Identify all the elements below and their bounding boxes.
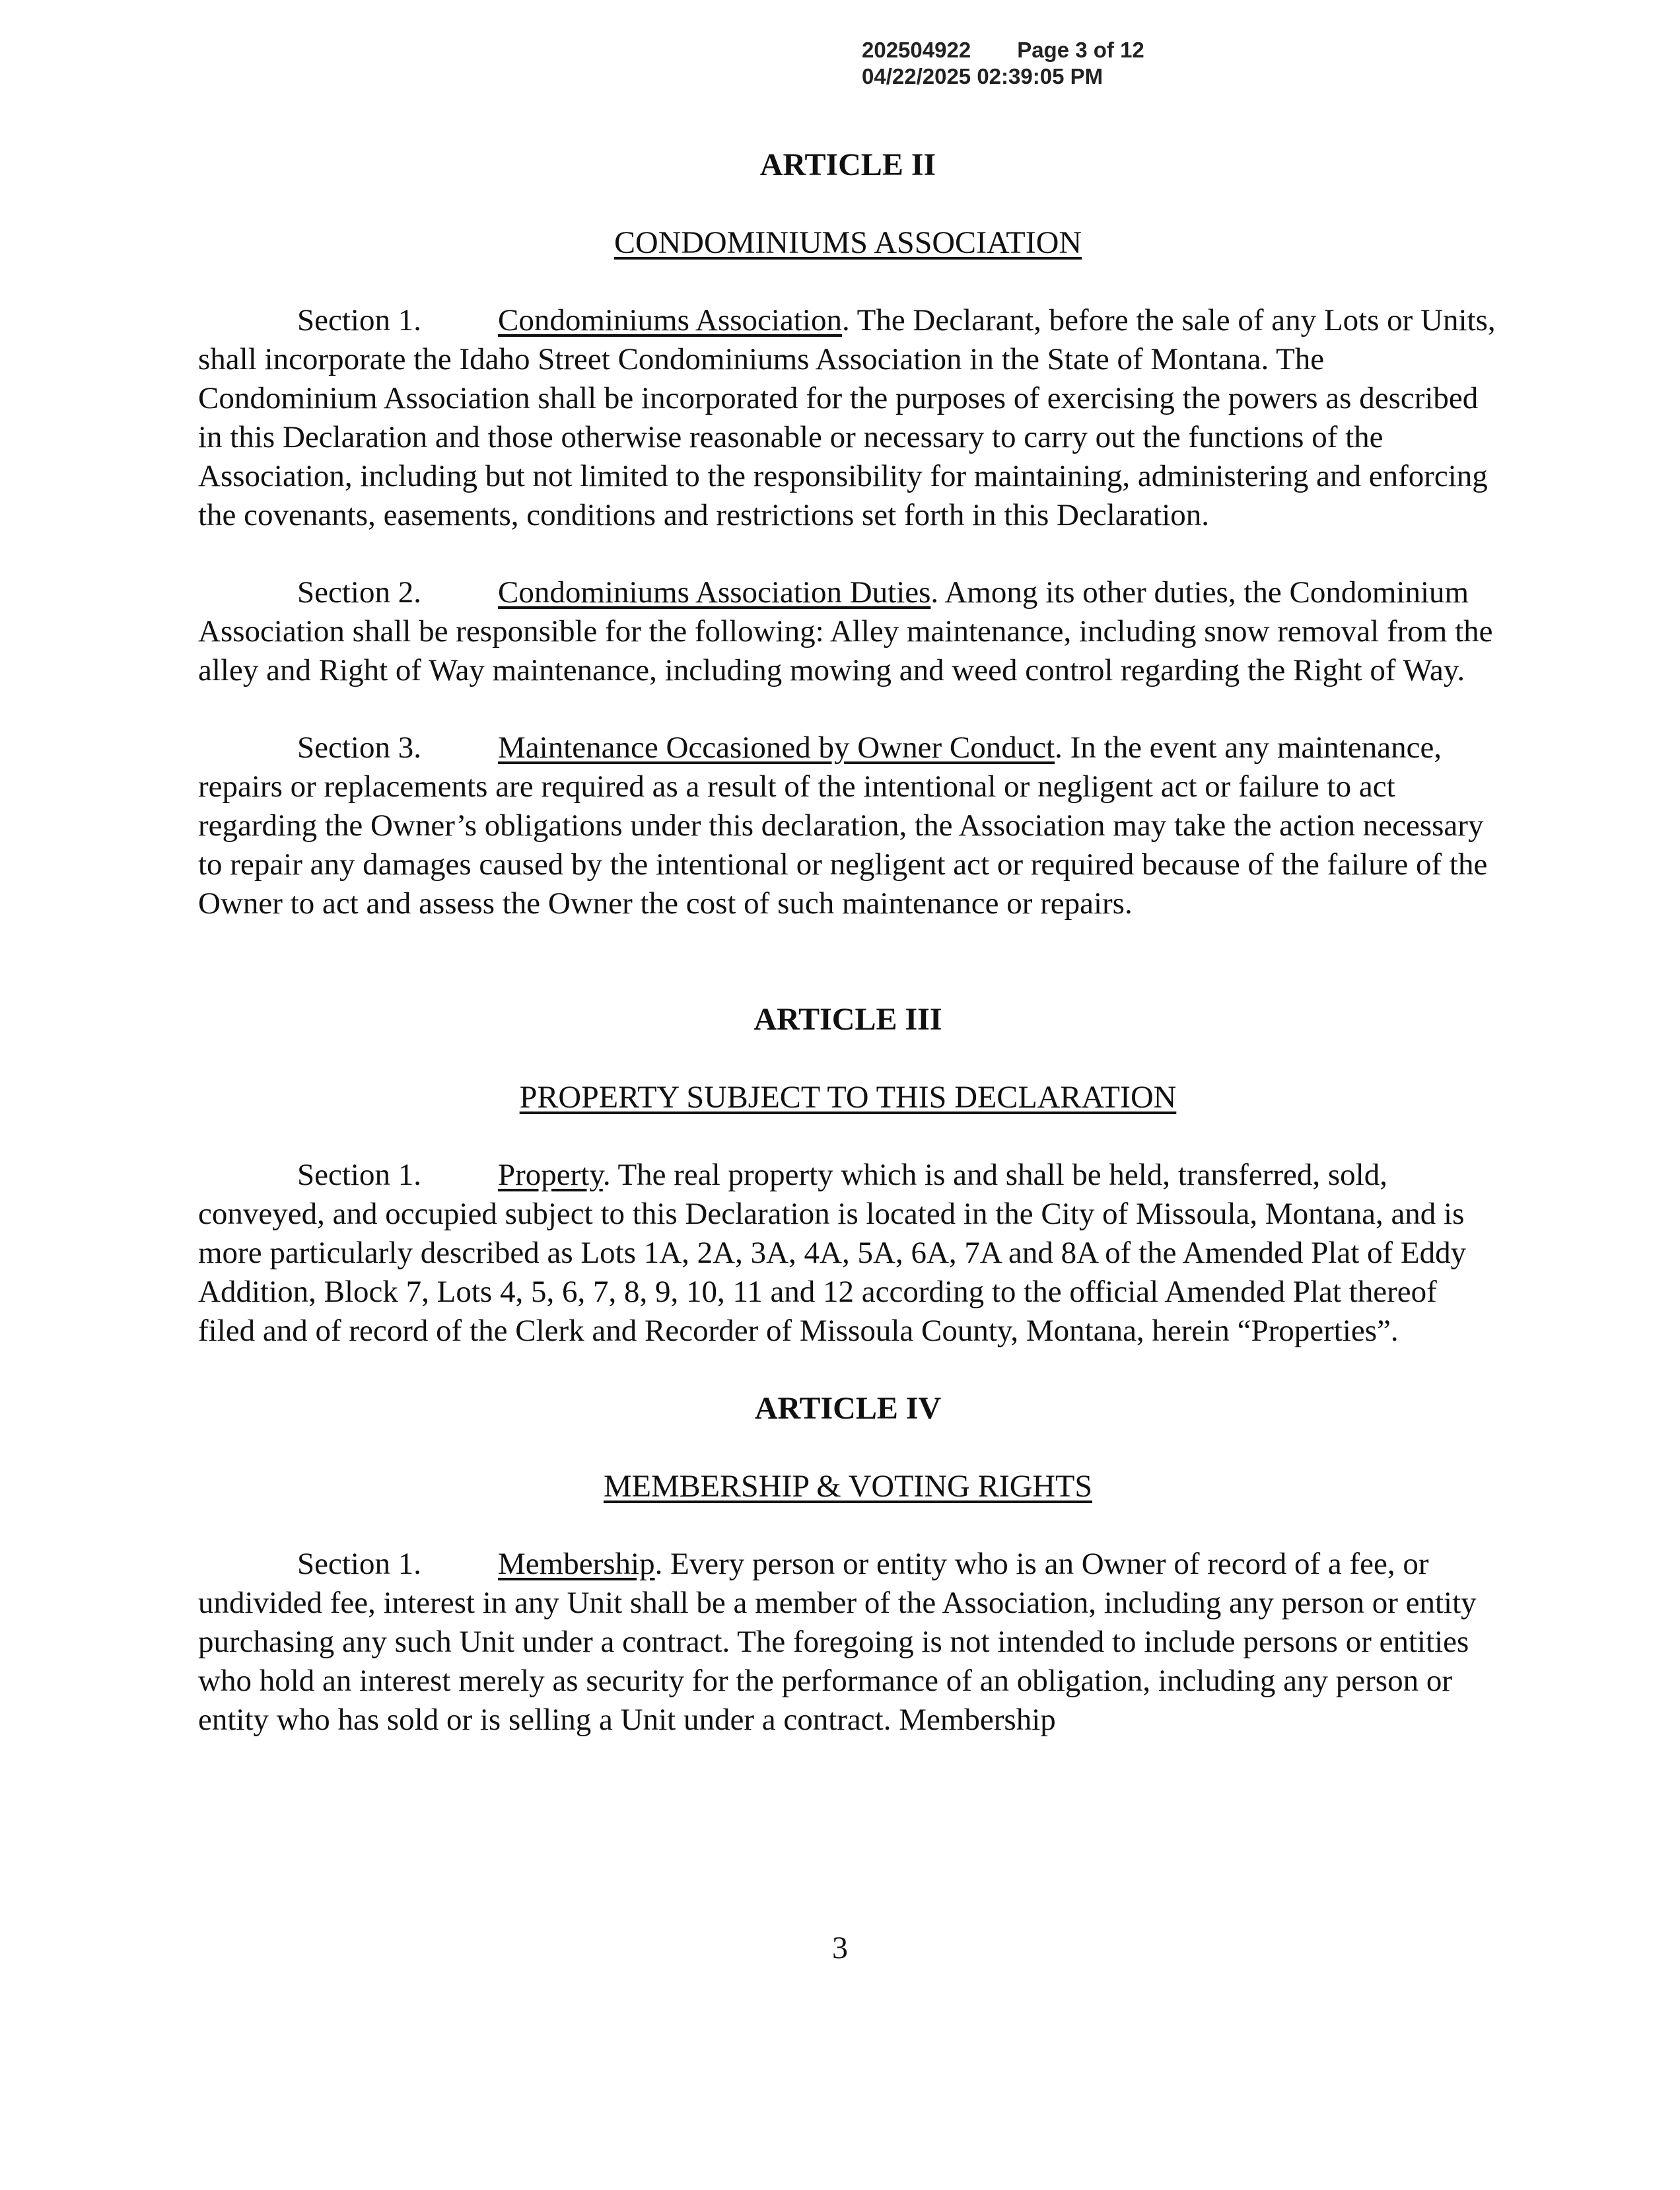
stamp-row-1 xyxy=(862,37,1144,63)
spacer xyxy=(198,923,1498,1000)
article-3 xyxy=(198,1000,1498,1351)
section-number: Section 2. xyxy=(297,575,421,610)
section-paragraph xyxy=(198,1156,1498,1351)
doc-number: 202504922 xyxy=(862,38,971,62)
page-label: Page 3 of 12 xyxy=(1017,38,1144,62)
section-heading: Maintenance Occasioned by Owner Conduct xyxy=(498,730,1055,765)
recording-stamp xyxy=(862,37,1144,90)
section-number: Section 1. xyxy=(297,1547,421,1581)
section-number: Section 1. xyxy=(297,1158,421,1192)
article-title: ARTICLE III xyxy=(753,1002,942,1037)
section-heading: Property xyxy=(498,1158,603,1192)
section-paragraph xyxy=(198,573,1498,690)
section-text: . Every person or entity who is an Owner of record of a fee, or undivided fee, interest in any Unit shall be a member of the Association, including any person or entity purchasing any such Unit under a contract. The foregoing is not intended to include persons or entities who hold an interest merely as security for the performance of an obligation, including any person or entity who has sold or is selling a Unit under a contract. Membership xyxy=(198,1547,1477,1737)
section-number: Section 3. xyxy=(297,730,421,765)
article-title: ARTICLE IV xyxy=(754,1391,942,1426)
section-paragraph xyxy=(198,728,1498,923)
section-number: Section 1. xyxy=(297,303,421,337)
article-subtitle: MEMBERSHIP & VOTING RIGHTS xyxy=(603,1469,1093,1504)
section-heading: Condominiums Association xyxy=(498,303,842,337)
section-paragraph xyxy=(198,301,1498,535)
article-title: ARTICLE II xyxy=(759,147,936,182)
section-heading: Membership xyxy=(498,1547,655,1581)
article-subtitle: CONDOMINIUMS ASSOCIATION xyxy=(613,225,1082,260)
section-text: . In the event any maintenance, repairs or replacements are required as a result of the intentional or negligent act or failure to act regarding the Owner’s obligations under this declaration, the Association may take the action necessary to repair any damages caused by the intentional or negligent act or required because of the failure of the Owner to act and assess the Owner the cost of such maintenance or repairs. xyxy=(198,730,1488,921)
article-4 xyxy=(198,1389,1498,1740)
section-text: . Among its other duties, the Condominium Association shall be responsible for the following: Alley maintenance, including snow removal from the alley and Right of Way maintenance, including mowing and weed control regarding the Right of Way. xyxy=(198,575,1493,688)
section-text: . The Declarant, before the sale of any Lots or Units, shall incorporate the Idaho Street Condominiums Association in the State of Montana. The Condominium Association shall be incorporated for the purposes of exercising the powers as described in this Declaration and those otherwise reasonable or necessary to carry out the functions of the Association, including but not limited to the responsibility for maintaining, administering and enforcing the covenants, easements, conditions and restrictions set forth in this Declaration. xyxy=(198,303,1496,532)
article-2 xyxy=(198,145,1498,923)
section-text: . The real property which is and shall be held, transferred, sold, conveyed, and occupied subject to this Declaration is located in the City of Missoula, Montana, and is more particularly described as Lots 1A, 2A, 3A, 4A, 5A, 6A, 7A and 8A of the Amended Plat of Eddy Addition, Block 7, Lots 4, 5, 6, 7, 8, 9, 10, 11 and 12 according to the official Amended Plat thereof filed and of record of the Clerk and Recorder of Missoula County, Montana, herein “Properties”. xyxy=(198,1158,1467,1348)
section-heading: Condominiums Association Duties xyxy=(498,575,931,610)
section-paragraph xyxy=(198,1545,1498,1740)
article-subtitle: PROPERTY SUBJECT TO THIS DECLARATION xyxy=(519,1080,1177,1115)
spacer xyxy=(198,1351,1498,1389)
document-body xyxy=(198,145,1498,1740)
page-number: 3 xyxy=(832,1930,848,1965)
stamp-timestamp: 04/22/2025 02:39:05 PM xyxy=(862,64,1103,88)
